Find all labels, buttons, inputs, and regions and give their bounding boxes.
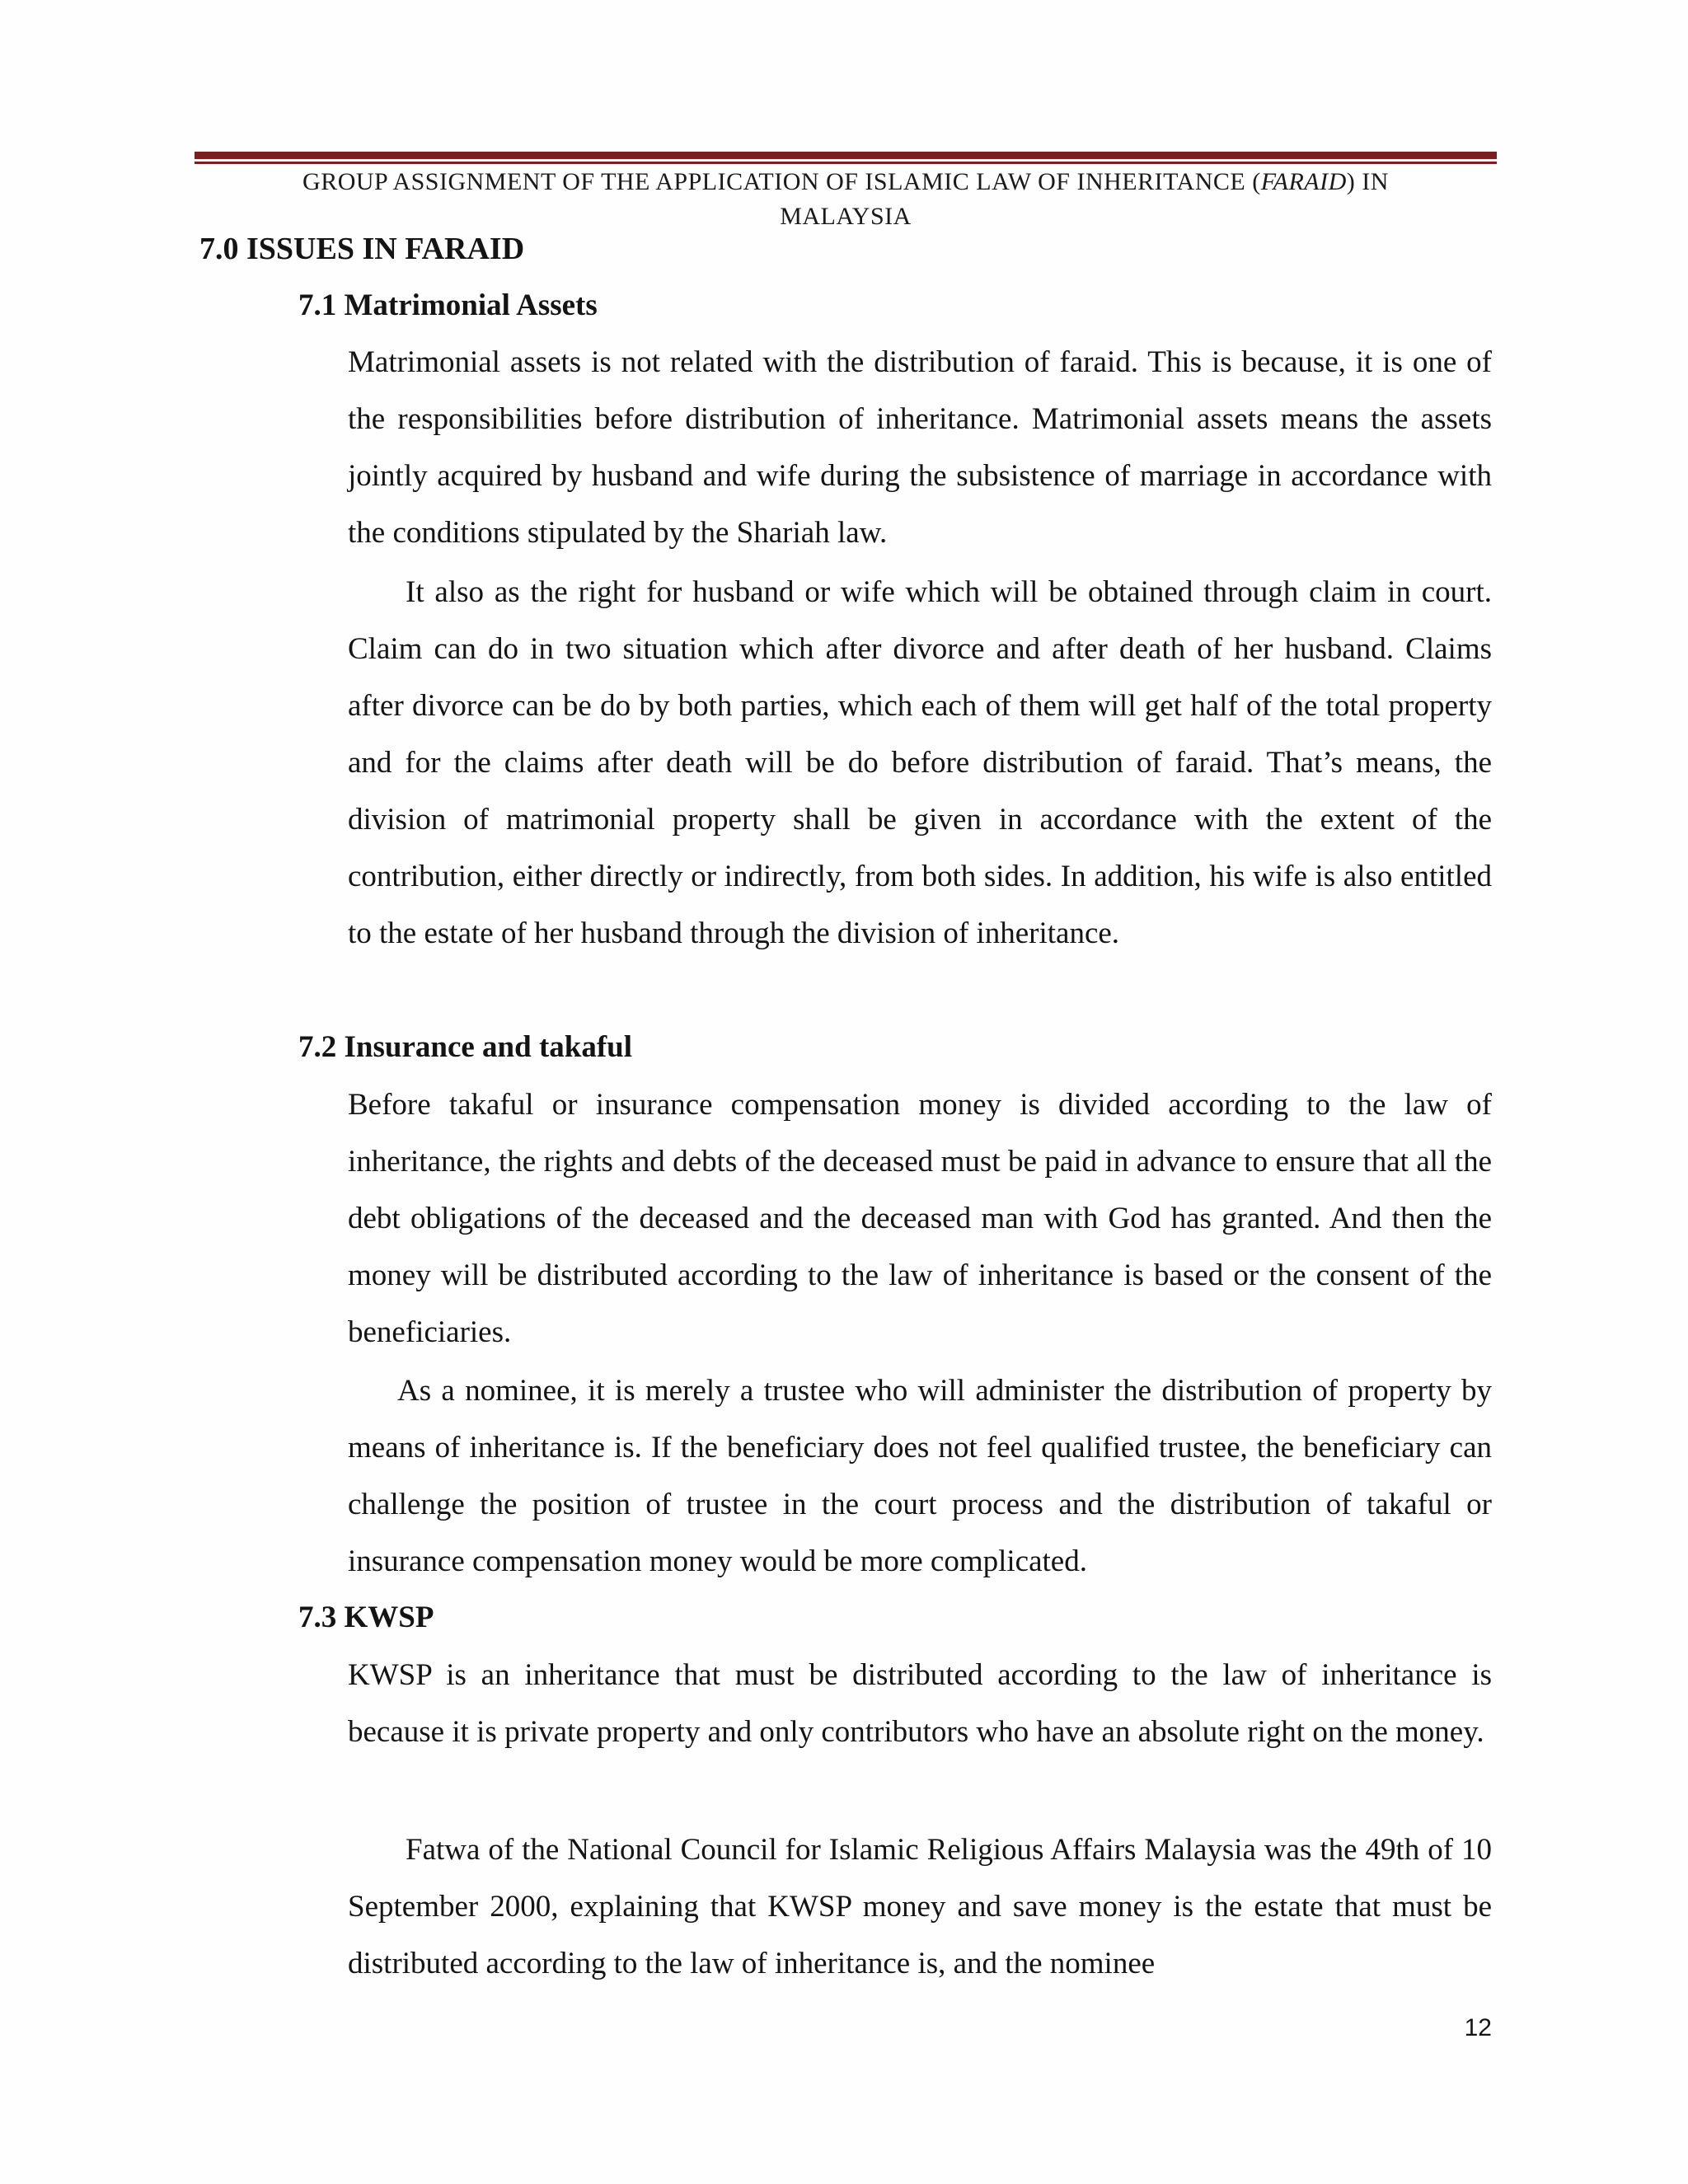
paragraph-kwsp-1: KWSP is an inheritance that must be distributed according to the law of inheritance is because it is private property and only contributors who have an absolute right on the money.	[348, 1658, 1492, 1749]
header-rule-thin	[195, 162, 1497, 164]
header-text-prefix: GROUP ASSIGNMENT OF THE APPLICATION OF ISLAMIC LAW OF INHERITANCE (	[302, 168, 1261, 195]
paragraph-matrimonial-1: Matrimonial assets is not related with the distribution of faraid. This is because, it is one of the responsibilities before distribution of inheritance. Matrimonial assets means the assets jointly acquired by husband and wife during the subsistence of marriage in accordance with the conditions stipulated by the Shariah law.	[348, 345, 1492, 550]
running-header-line2: MALAYSIA	[780, 203, 912, 230]
subsection-heading-matrimonial-assets: 7.1 Matrimonial Assets	[298, 288, 598, 322]
header-rule-thick	[195, 152, 1497, 159]
running-header-line1	[195, 165, 1497, 199]
header-text-italic: FARAID	[1260, 168, 1347, 195]
section-title: 7.0 ISSUES IN FARAID	[199, 232, 525, 266]
paragraph-kwsp-2: Fatwa of the National Council for Islamic Religious Affairs Malaysia was the 49th of 10 September 2000, explaining that KWSP money and save money is the estate that must be distributed according to the law of inheritance is, and the nominee	[348, 1833, 1492, 1980]
subsection-heading-kwsp: 7.3 KWSP	[298, 1601, 434, 1634]
paragraph-insurance-2: As a nominee, it is merely a trustee who will administer the distribution of property by means of inheritance is. If the beneficiary does not feel qualified trustee, the beneficiary can challenge the position of trustee in the court process and the distribution of takaful or insurance compensation money would be more complicated.	[348, 1374, 1492, 1578]
subsection-heading-insurance-takaful: 7.2 Insurance and takaful	[298, 1030, 633, 1064]
paragraph-matrimonial-2: It also as the right for husband or wife which will be obtained through claim in court. Claim can do in two situation which after divorce and after death of her husband. Claims after divorce can be do by both parties, which each of them will get half of the total property and for the claims after death will be do before distribution of faraid. That’s means, the division of matrimonial property shall be given in accordance with the extent of the contribution, either directly or indirectly, from both sides. In addition, his wife is also entitled to the estate of her husband through the division of inheritance.	[348, 575, 1492, 950]
page-number: 12	[1464, 2014, 1492, 2041]
header-text-suffix: ) IN	[1346, 168, 1389, 195]
paragraph-insurance-1: Before takaful or insurance compensation money is divided according to the law of inheritance, the rights and debts of the deceased must be paid in advance to ensure that all the debt obligations of the deceased and the deceased man with God has granted. And then the money will be distributed according to the law of inheritance is based or the consent of the beneficiaries.	[348, 1088, 1492, 1349]
running-header	[195, 165, 1497, 234]
